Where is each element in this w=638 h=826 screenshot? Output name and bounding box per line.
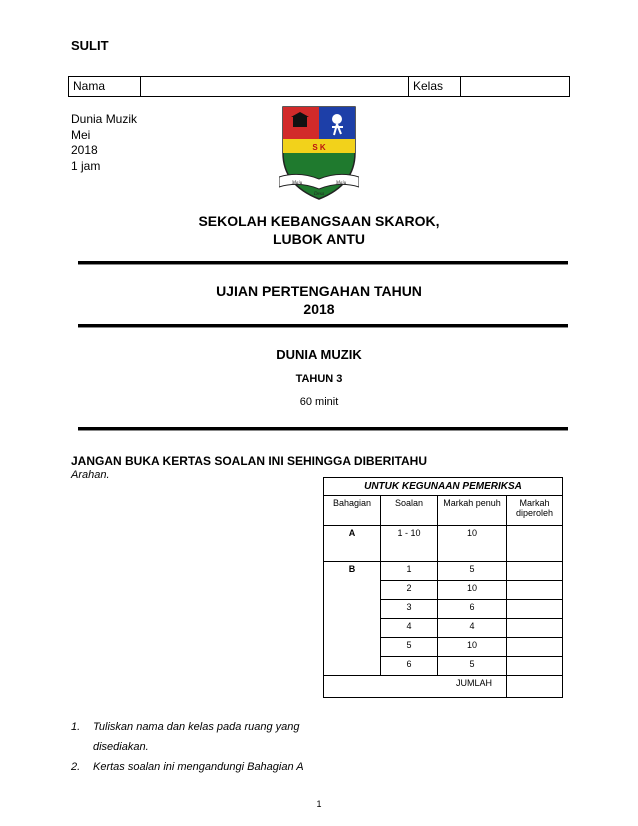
cell-soalan: 4: [381, 619, 438, 638]
name-class-box: [68, 76, 570, 97]
instruction-item: [71, 757, 304, 777]
name-label: Nama: [69, 77, 141, 96]
school-name: [0, 212, 638, 248]
instruction-item: [71, 737, 304, 757]
cell-soalan: 2: [381, 581, 438, 600]
cell-soalan: 3: [381, 600, 438, 619]
cell-soalan: 6: [381, 657, 438, 676]
meta-subject: Dunia Muzik: [71, 112, 138, 126]
cell-bahagian: A: [324, 526, 381, 562]
divider: [78, 324, 568, 328]
cell-markah: 10: [438, 526, 507, 562]
cell-diperoleh[interactable]: [507, 657, 563, 676]
examiner-table: [323, 477, 563, 698]
warning-text: JANGAN BUKA KERTAS SOALAN INI SEHINGGA DIBERITAHU: [71, 454, 428, 468]
col-header: Soalan: [381, 496, 438, 526]
table-caption: UNTUK KEGUNAAN PEMERIKSA: [324, 478, 563, 496]
cell-diperoleh[interactable]: [507, 526, 563, 562]
exam-title: [0, 282, 638, 318]
cell-diperoleh[interactable]: [507, 600, 563, 619]
exam-title-line2: 2018: [303, 301, 335, 317]
instruction-num: 2.: [71, 761, 81, 773]
meta-month: Mei: [71, 127, 91, 142]
arahan-label: Arahan.: [71, 469, 110, 481]
divider: [78, 427, 568, 431]
school-name-line1: SEKOLAH KEBANGSAAN SKAROK,: [198, 213, 440, 229]
cell-soalan: 1 - 10: [381, 526, 438, 562]
cell-diperoleh[interactable]: [507, 562, 563, 581]
crest-ribbon-right: Maju: [335, 181, 347, 186]
cell-markah: 5: [438, 562, 507, 581]
instructions-list: [71, 717, 304, 777]
name-field[interactable]: [141, 77, 409, 96]
instruction-text: disediakan.: [93, 741, 149, 753]
meta-duration: 1 jam: [71, 158, 101, 173]
page-number: 1: [316, 799, 322, 809]
exam-title-line1: UJIAN PERTENGAHAN TAHUN: [216, 283, 422, 299]
subject-year: TAHUN 3: [295, 373, 343, 385]
instruction-item: [71, 717, 304, 737]
table-total-row: [324, 676, 563, 698]
cell-markah: 10: [438, 581, 507, 600]
total-label: JUMLAH: [324, 676, 507, 698]
crest-badge-text: S K: [312, 143, 326, 152]
crest-ribbon-bottom: Desa: [313, 192, 325, 197]
instruction-text: Kertas soalan ini mengandungi Bahagian A: [93, 761, 304, 773]
cell-soalan: 5: [381, 638, 438, 657]
class-field[interactable]: [461, 77, 569, 96]
cell-markah: 6: [438, 600, 507, 619]
sulit-label: SULIT: [71, 38, 109, 53]
subject-duration: 60 minit: [299, 396, 339, 408]
cell-diperoleh[interactable]: [507, 581, 563, 600]
crest-ribbon-left: Maju: [291, 181, 303, 186]
col-header: Bahagian: [324, 496, 381, 526]
subject-title: DUNIA MUZIK: [276, 347, 362, 362]
cell-markah: 10: [438, 638, 507, 657]
col-header: Markah diperoleh: [507, 496, 563, 526]
instruction-num: 1.: [71, 721, 81, 733]
class-label: Kelas: [409, 77, 461, 96]
meta-year: 2018: [71, 143, 98, 157]
school-name-line2: LUBOK ANTU: [272, 231, 366, 247]
cell-markah: 4: [438, 619, 507, 638]
cell-markah: 5: [438, 657, 507, 676]
paper-meta: [71, 112, 137, 174]
cell-bahagian: B: [324, 562, 381, 676]
total-value[interactable]: [507, 676, 563, 698]
school-crest-logo: [279, 103, 359, 201]
cell-diperoleh[interactable]: [507, 638, 563, 657]
cell-diperoleh[interactable]: [507, 619, 563, 638]
instruction-text: Tuliskan nama dan kelas pada ruang yang: [93, 721, 300, 733]
col-header: Markah penuh: [438, 496, 507, 526]
divider: [78, 261, 568, 265]
table-row: [324, 526, 563, 562]
table-row: [324, 562, 563, 581]
cell-soalan: 1: [381, 562, 438, 581]
